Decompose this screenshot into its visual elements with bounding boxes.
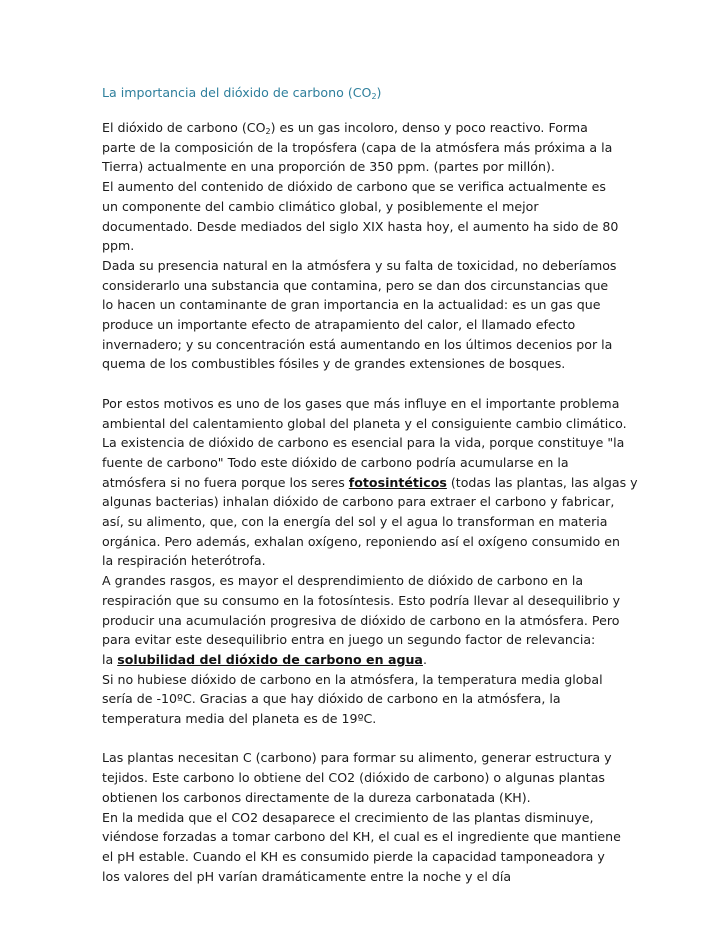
title-text: La importancia del dióxido de carbono (CO bbox=[102, 85, 372, 100]
paragraph-8 bbox=[102, 748, 628, 886]
text-line: fuente de carbono" Todo este dióxido de carbono podría acumularse en la bbox=[102, 454, 569, 470]
document-title bbox=[102, 84, 628, 101]
text-line: ppm. bbox=[102, 238, 135, 254]
text-line: En la medida que el CO2 desaparece el crecimiento de las plantas disminuye, bbox=[102, 809, 594, 825]
text-line: un componente del cambio climático global, y posiblemente el mejor bbox=[102, 198, 539, 214]
paragraph-gap bbox=[102, 374, 628, 394]
text-span: atmósfera si no fuera porque los seres bbox=[102, 474, 349, 490]
fotosinteticos-link[interactable]: fotosintéticos bbox=[348, 474, 447, 490]
text-span: (todas las plantas, las algas y bbox=[446, 474, 638, 490]
text-line: orgánica. Pero además, exhalan oxígeno, reponiendo así el oxígeno consumido en bbox=[102, 533, 620, 549]
subscript: 2 bbox=[265, 127, 271, 136]
text-line: respiración que su consumo en la fotosíntesis. Esto podría llevar al desequilibrio y bbox=[102, 592, 621, 608]
paragraph-6 bbox=[102, 571, 628, 670]
text-line: Tierra) actualmente en una proporción de 350 ppm. (partes por millón). bbox=[102, 159, 555, 175]
solubilidad-link[interactable]: solubilidad del dióxido de carbono en agua bbox=[117, 651, 423, 667]
text-line: tejidos. Este carbono lo obtiene del CO2 (dióxido de carbono) o algunas plantas bbox=[102, 770, 605, 786]
text-line: así, su alimento, que, con la energía del sol y el agua lo transforman en materia bbox=[102, 514, 608, 530]
text-line: quema de los combustibles fósiles y de grandes extensiones de bosques. bbox=[102, 356, 566, 372]
text-line: invernadero; y su concentración está aumentando en los últimos decenios por la bbox=[102, 336, 613, 352]
text-span: . bbox=[422, 651, 427, 667]
text-line bbox=[102, 650, 628, 670]
text-line: Dada su presencia natural en la atmósfera y su falta de toxicidad, no deberíamos bbox=[102, 257, 617, 273]
paragraph-4 bbox=[102, 394, 628, 433]
text-line: para evitar este desequilibrio entra en juego un segundo factor de relevancia: bbox=[102, 632, 596, 648]
text-line: la respiración heterótrofa. bbox=[102, 553, 266, 569]
text-span: la bbox=[102, 651, 118, 667]
paragraph-7 bbox=[102, 670, 628, 729]
text-line: ambiental del calentamiento global del planeta y el consiguiente cambio climático. bbox=[102, 415, 627, 431]
text-line: Si no hubiese dióxido de carbono en la atmósfera, la temperatura media global bbox=[102, 671, 603, 687]
title-subscript: 2 bbox=[371, 92, 377, 101]
text-line: parte de la composición de la tropósfera (capa de la atmósfera más próxima a la bbox=[102, 139, 613, 155]
text-line: El aumento del contenido de dióxido de carbono que se verifica actualmente es bbox=[102, 179, 606, 195]
text-line: documentado. Desde mediados del siglo XIX hasta hoy, el aumento ha sido de 80 bbox=[102, 218, 619, 234]
text-line: lo hacen un contaminante de gran importancia en la actualidad: es un gas que bbox=[102, 297, 601, 313]
paragraph-1 bbox=[102, 118, 628, 177]
text-span: ) es un gas incoloro, denso y poco reactivo. Forma bbox=[270, 120, 588, 135]
text-line: Por estos motivos es uno de los gases que más influye en el importante problema bbox=[102, 395, 620, 411]
text-line: el pH estable. Cuando el KH es consumido pierde la capacidad tamponeadora y bbox=[102, 848, 605, 864]
text-line: produce un importante efecto de atrapamiento del calor, el llamado efecto bbox=[102, 317, 576, 333]
paragraph-5 bbox=[102, 433, 638, 571]
text-line bbox=[102, 473, 638, 493]
paragraph-gap bbox=[102, 729, 628, 749]
text-line: sería de -10ºC. Gracias a que hay dióxido de carbono en la atmósfera, la bbox=[102, 691, 561, 707]
text-span: El dióxido de carbono (CO bbox=[102, 120, 266, 135]
text-line: algunas bacterias) inhalan dióxido de carbono para extraer el carbono y fabricar, bbox=[102, 494, 615, 510]
text-line: obtienen los carbonos directamente de la dureza carbonatada (KH). bbox=[102, 789, 531, 805]
text-line bbox=[102, 118, 628, 138]
text-line: viéndose forzadas a tomar carbono del KH, el cual es el ingrediente que mantiene bbox=[102, 829, 621, 845]
paragraph-3 bbox=[102, 256, 628, 374]
text-line: La existencia de dióxido de carbono es esencial para la vida, porque constituye "la bbox=[102, 435, 625, 451]
text-line: temperatura media del planeta es de 19ºC. bbox=[102, 711, 377, 727]
text-line: A grandes rasgos, es mayor el desprendimiento de dióxido de carbono en la bbox=[102, 573, 584, 589]
text-line: los valores del pH varían dramáticamente entre la noche y el día bbox=[102, 868, 512, 884]
text-line: considerarlo una substancia que contamina, pero se dan dos circunstancias que bbox=[102, 277, 609, 293]
text-line: Las plantas necesitan C (carbono) para formar su alimento, generar estructura y bbox=[102, 750, 612, 766]
paragraph-2 bbox=[102, 177, 628, 256]
text-line: producir una acumulación progresiva de dióxido de carbono en la atmósfera. Pero bbox=[102, 612, 620, 628]
title-text-end: ) bbox=[376, 85, 382, 100]
